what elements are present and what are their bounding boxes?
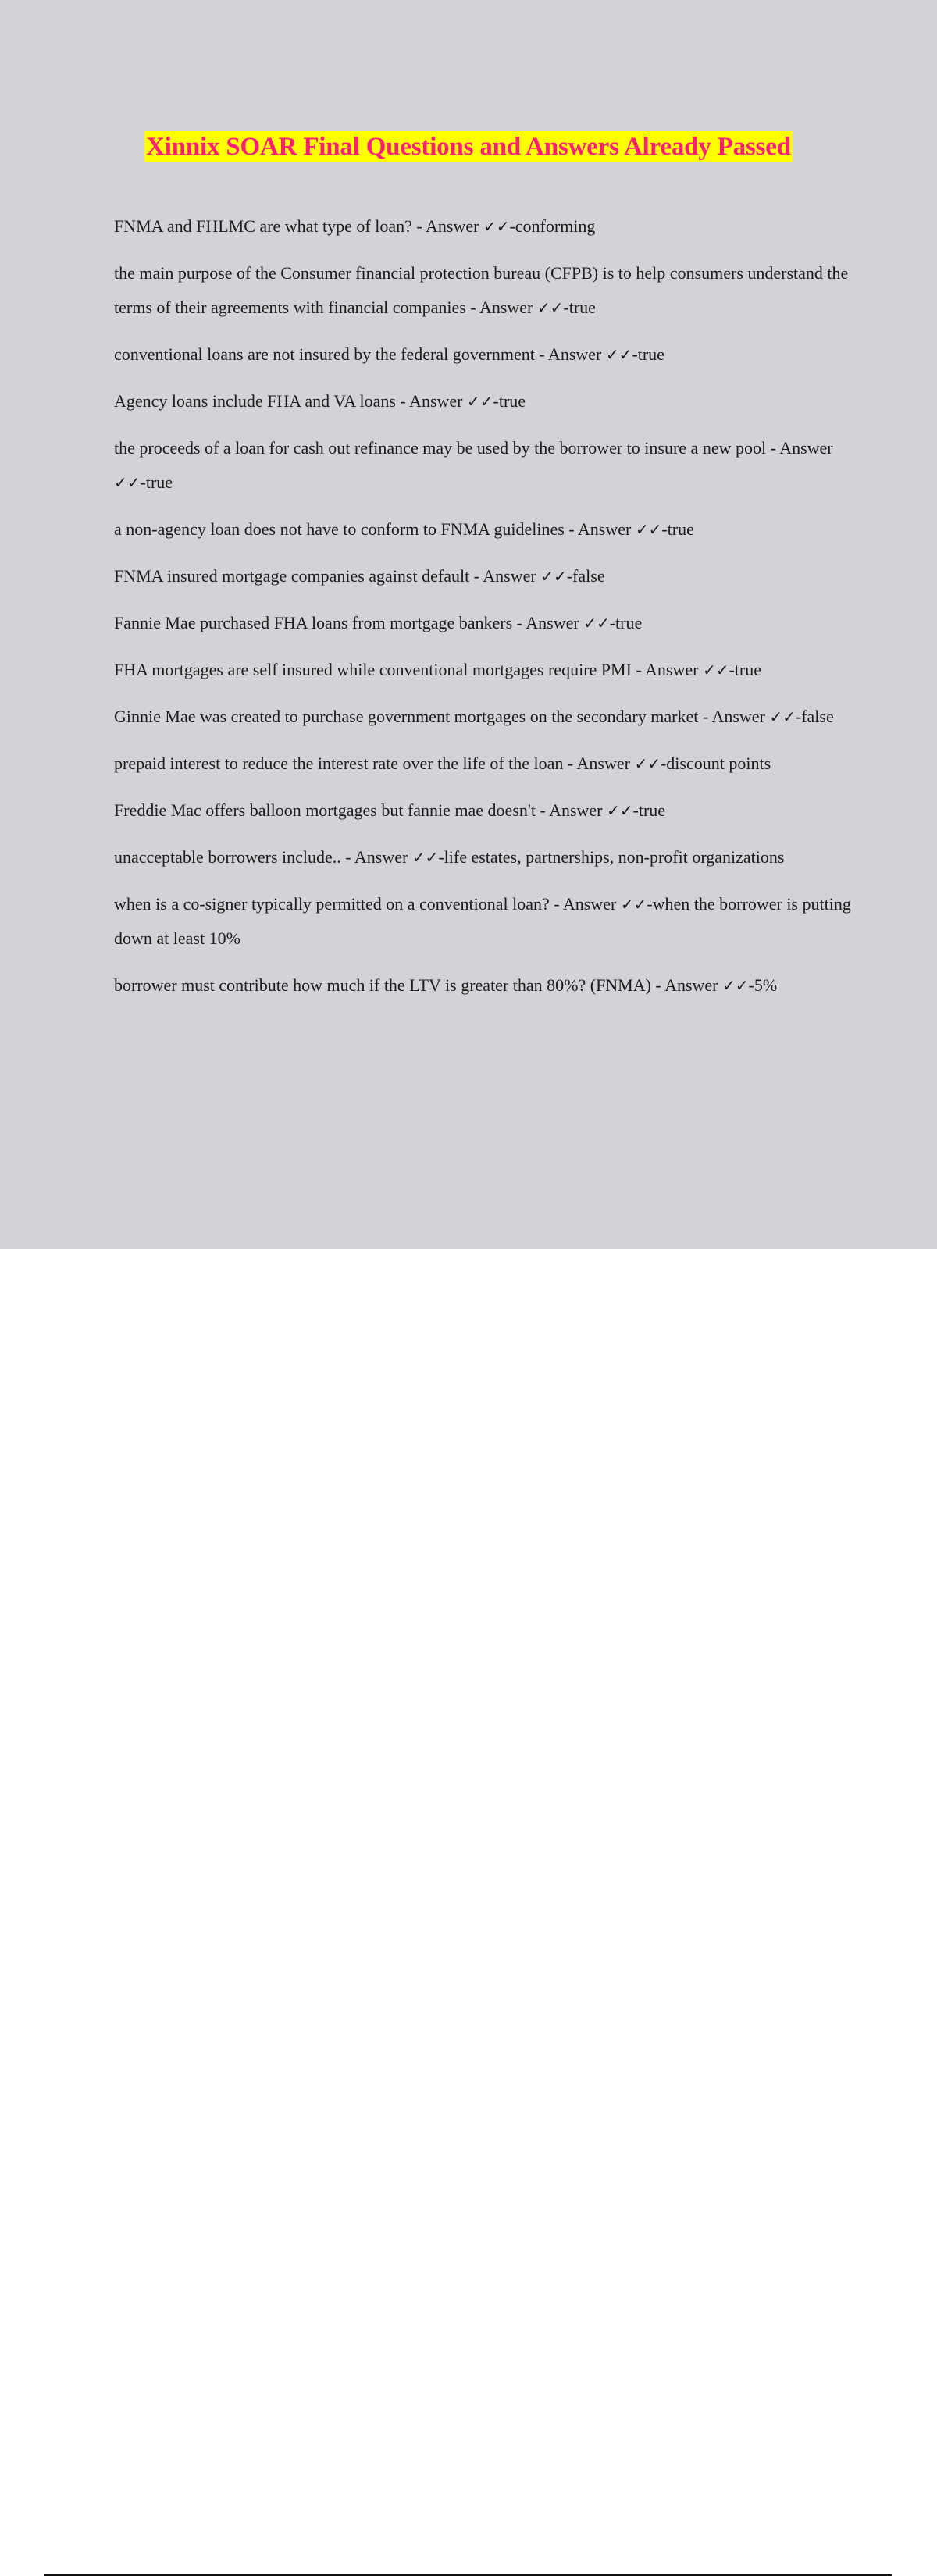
qa-answer: -true (493, 391, 526, 411)
qa-answer: -when the borrower is putting down at least 10% (114, 894, 851, 948)
qa-item (114, 700, 856, 734)
check-icon: ✓✓ (769, 707, 796, 726)
qa-question: conventional loans are not insured by the federal government - Answer (114, 344, 606, 364)
document-page (0, 0, 937, 1249)
qa-question: when is a co-signer typically permitted on a conventional loan? - Answer (114, 894, 621, 914)
check-icon: ✓✓ (607, 801, 633, 820)
qa-answer: -conforming (509, 216, 596, 236)
check-icon: ✓✓ (620, 895, 647, 914)
qa-answer: -true (632, 344, 664, 364)
title-container (0, 131, 937, 162)
qa-item (114, 431, 856, 500)
check-icon: ✓✓ (605, 345, 632, 364)
qa-question: the main purpose of the Consumer financial protection bureau (CFPB) is to help consumers understand the terms of their agreements with financial companies - Answer (114, 263, 849, 317)
qa-answer: -life estates, partnerships, non-profit organizations (438, 847, 785, 867)
qa-item (114, 793, 856, 828)
check-icon: ✓✓ (466, 392, 493, 411)
check-icon: ✓✓ (540, 567, 567, 586)
check-icon: ✓✓ (114, 473, 141, 492)
qa-question: Agency loans include FHA and VA loans - Answer (114, 391, 467, 411)
qa-answer: -true (563, 298, 596, 317)
qa-answer: -true (140, 472, 173, 492)
qa-list (114, 209, 856, 1015)
qa-answer: -5% (748, 975, 778, 995)
qa-item (114, 887, 856, 956)
qa-item (114, 256, 856, 325)
qa-item (114, 746, 856, 781)
qa-item (114, 840, 856, 875)
check-icon: ✓✓ (634, 754, 661, 773)
qa-item (114, 606, 856, 640)
qa-answer: -discount points (660, 754, 771, 773)
check-icon: ✓✓ (411, 848, 439, 867)
qa-item (114, 512, 856, 547)
qa-question: FHA mortgages are self insured while conventional mortgages require PMI - Answer (114, 660, 703, 679)
footer-area (0, 1249, 937, 1327)
qa-item (114, 384, 856, 419)
qa-answer: -true (661, 519, 694, 539)
qa-question: prepaid interest to reduce the interest rate over the life of the loan - Answer (114, 754, 635, 773)
check-icon: ✓✓ (702, 661, 729, 679)
qa-item (114, 337, 856, 372)
check-icon: ✓✓ (483, 217, 510, 236)
qa-item (114, 559, 856, 593)
qa-question: unacceptable borrowers include.. - Answer (114, 847, 412, 867)
qa-item (114, 653, 856, 687)
qa-answer: -true (609, 613, 643, 632)
qa-answer: -false (566, 566, 605, 586)
qa-question: Ginnie Mae was created to purchase government mortgages on the secondary market - Answer (114, 707, 770, 726)
qa-answer: -false (795, 707, 834, 726)
check-icon: ✓✓ (635, 520, 662, 539)
document-title: Xinnix SOAR Final Questions and Answers Already Passed (146, 133, 791, 161)
qa-question: FNMA insured mortgage companies against default - Answer (114, 566, 541, 586)
qa-answer: -true (729, 660, 761, 679)
qa-question: the proceeds of a loan for cash out refinance may be used by the borrower to insure a new pool - Answer (114, 438, 833, 458)
check-icon: ✓✓ (722, 976, 749, 995)
qa-item (114, 209, 856, 244)
qa-question: a non-agency loan does not have to conform to FNMA guidelines - Answer (114, 519, 636, 539)
check-icon: ✓✓ (583, 614, 610, 632)
qa-item (114, 968, 856, 1003)
qa-question: Freddie Mac offers balloon mortgages but fannie mae doesn't - Answer (114, 800, 607, 820)
qa-question: FNMA and FHLMC are what type of loan? - Answer (114, 216, 483, 236)
qa-question: borrower must contribute how much if the LTV is greater than 80%? (FNMA) - Answer (114, 975, 723, 995)
qa-question: Fannie Mae purchased FHA loans from mortgage bankers - Answer (114, 613, 584, 632)
qa-answer: -true (632, 800, 666, 820)
check-icon: ✓✓ (536, 298, 564, 317)
